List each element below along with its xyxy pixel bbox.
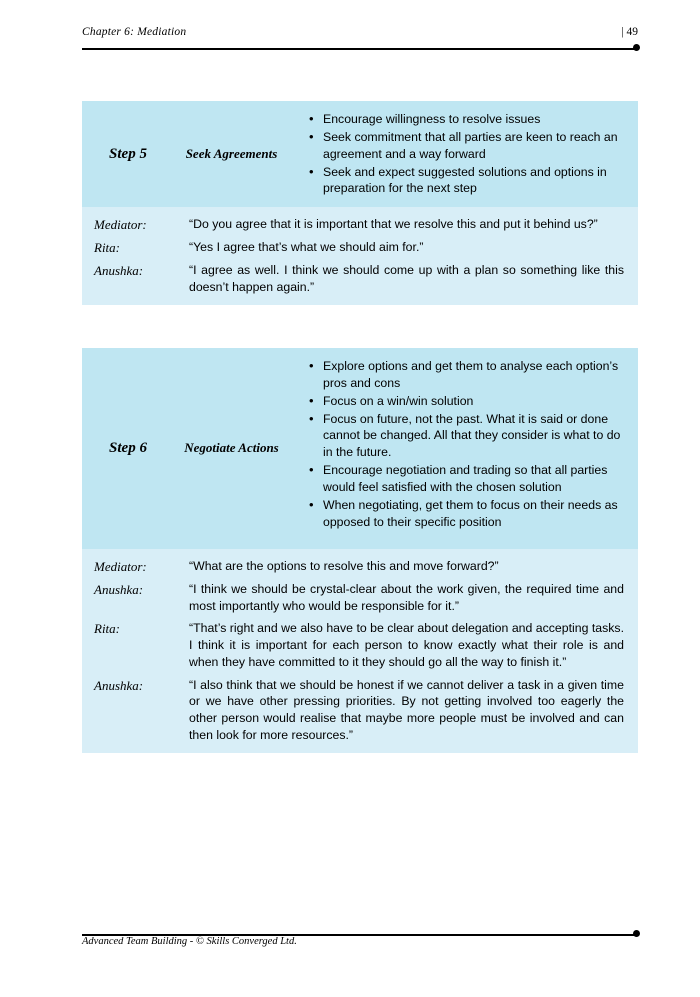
list-item: • Encourage willingness to resolve issues <box>309 111 626 128</box>
step-number-label-5: Step 5 <box>109 145 147 162</box>
dialog-line: “That’s right and we also have to be clear about delegation and accepting tasks. I think it is important for each person to know exactly what their role is and when they have committed to it they should go all the way to finish it.” <box>189 621 624 669</box>
list-item: • When negotiating, get them to focus on their needs as opposed to their specific position <box>309 497 626 531</box>
header-divider <box>82 48 638 50</box>
step-bullet-list-6 <box>289 348 638 549</box>
dialog-row <box>94 262 626 295</box>
dialog-row <box>94 620 626 670</box>
list-item: • Encourage negotiation and trading so that all parties would feel satisfied with the chosen solution <box>309 462 626 496</box>
header-chapter-title: Chapter 6: Mediation <box>82 26 187 38</box>
dialog-line: “I agree as well. I think we should come up with a plan so something like this doesn’t happen again.” <box>189 263 624 294</box>
dialog-speaker: Anushka: <box>94 582 144 597</box>
dialog-speaker: Mediator: <box>94 217 147 232</box>
list-item: • Focus on future, not the past. What it is said or done cannot be changed. All that they consider is what to do in the future. <box>309 411 626 462</box>
dialog-line: “I also think that we should be honest if we cannot deliver a task in a given time or we have other pressing priorities. By not getting involved too eagerly the other person would realise that maybe more people must be involved and can then look for more resources.” <box>189 677 624 742</box>
list-item: • Seek commitment that all parties are keen to reach an agreement and a way forward <box>309 129 626 163</box>
step-header-5 <box>82 101 638 207</box>
dialog-row <box>94 558 626 575</box>
step-bullet-list-5 <box>289 101 638 207</box>
dialog-row <box>94 216 626 233</box>
list-item: • Focus on a win/win solution <box>309 393 626 410</box>
footer-dot-marker <box>633 930 640 937</box>
dialog-speaker: Rita: <box>94 621 120 637</box>
dialog-row <box>94 581 626 614</box>
list-item: • Explore options and get them to analyse each option’s pros and cons <box>309 358 626 392</box>
step-number-label-6: Step 6 <box>109 440 147 456</box>
dialog-line: “I think we should be crystal-clear about the work given, the required time and most importantly who would be responsible for it.” <box>189 582 624 613</box>
dialog-panel-6 <box>82 549 638 753</box>
dialog-row <box>94 239 626 256</box>
dialog-line: “Yes I agree that’s what we should aim for.” <box>189 240 424 254</box>
dialog-speaker: Anushka: <box>94 263 144 278</box>
header-page-number: | 49 <box>621 26 638 38</box>
step-title-5: Seek Agreements <box>185 145 278 161</box>
dialog-speaker: Anushka: <box>94 677 144 693</box>
step-header-6 <box>82 348 638 549</box>
step-title-6: Negotiate Actions <box>184 440 279 456</box>
footer-copyright: Advanced Team Building - © Skills Converged Ltd. <box>82 936 297 947</box>
dialog-panel-5 <box>82 207 638 305</box>
list-item: • Seek and expect suggested solutions and options in preparation for the next step <box>309 164 626 198</box>
step-block-5 <box>82 101 638 305</box>
header-dot-marker <box>633 44 640 51</box>
step-block-6 <box>82 348 638 753</box>
dialog-speaker: Rita: <box>94 240 120 255</box>
dialog-row <box>94 677 626 744</box>
dialog-line: “Do you agree that it is important that we resolve this and put it behind us?” <box>189 217 598 231</box>
dialog-speaker: Mediator: <box>94 559 147 574</box>
dialog-line: “What are the options to resolve this and move forward?” <box>189 559 499 573</box>
